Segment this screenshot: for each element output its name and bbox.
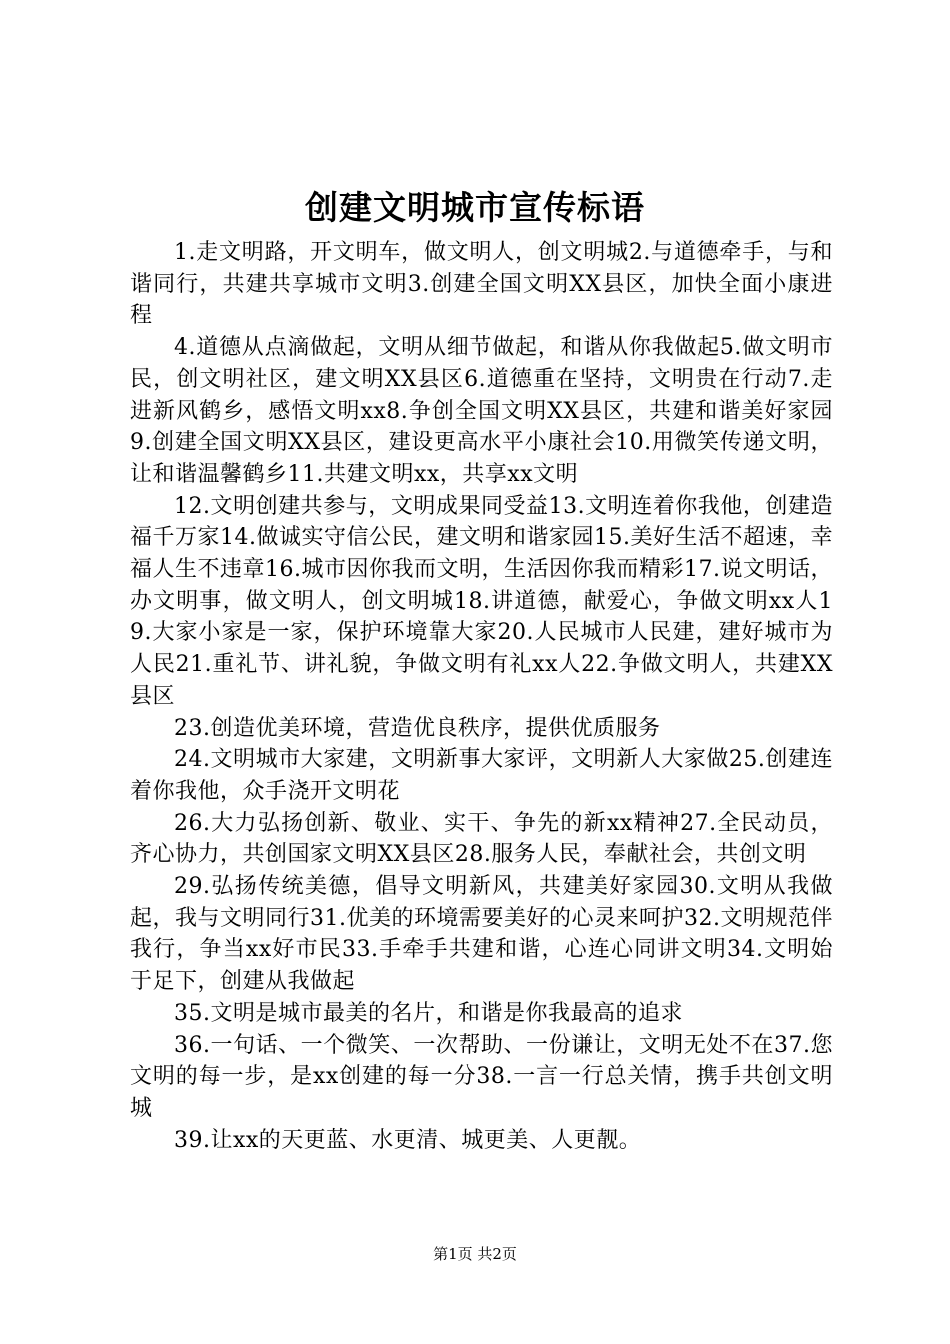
paragraph: 36.一句话、一个微笑、一次帮助、一份谦让，文明无处不在37.您文明的每一步，是xx创建的每一分38.一言一行总关情，携手共创文明城: [130, 1032, 833, 1121]
paragraph: 24.文明城市大家建，文明新事大家评，文明新人大家做25.创建连着你我他，众手浇开文明花: [130, 747, 833, 804]
page-number-footer: 第1页 共2页: [433, 1245, 517, 1263]
paragraph: 12.文明创建共参与，文明成果同受益13.文明连着你我他，创建造福千万家14.做诚实守信公民，建文明和谐家园15.美好生活不超速，幸福人生不违章16.城市因你我而文明，生活因你我而精彩17.说文明话，办文明事，做文明人，创文明城18.讲道德，献爱心，争做文明xx人19.大家小家是一家，保护环境靠大家20.人民城市人民建，建好城市为人民21.重礼节、讲礼貌，争做文明有礼xx人22.争做文明人，共建XX县区: [130, 493, 833, 709]
paragraph: 39.让xx的天更蓝、水更清、城更美、人更靓。: [174, 1127, 642, 1153]
paragraph: 1.走文明路，开文明车，做文明人，创文明城2.与道德牵手，与和谐同行，共建共享城市文明3.创建全国文明XX县区，加快全面小康进程: [130, 240, 833, 329]
paragraph: 26.大力弘扬创新、敬业、实干、争先的新xx精神27.全民动员，齐心协力，共创国家文明XX县区28.服务人民，奉献社会，共创文明: [130, 810, 833, 868]
paragraph: 4.道德从点滴做起，文明从细节做起，和谐从你我做起5.做文明市民，创文明社区，建文明XX县区6.道德重在坚持，文明贵在行动7.走进新风鹤乡，感悟文明xx8.争创全国文明XX县区，共建和谐美好家园9.创建全国文明XX县区，建设更高水平小康社会10.用微笑传递文明，让和谐温馨鹤乡11.共建文明xx，共享xx文明: [130, 335, 833, 487]
document-title: 创建文明城市宣传标语: [305, 188, 645, 227]
paragraph: 35.文明是城市最美的名片，和谐是你我最高的追求: [174, 1000, 683, 1026]
paragraph: 23.创造优美环境，营造优良秩序，提供优质服务: [174, 715, 661, 741]
document-body: [130, 237, 833, 1156]
paragraph: 29.弘扬传统美德，倡导文明新风，共建美好家园30.文明从我做起，我与文明同行31.优美的环境需要美好的心灵来呵护32.文明规范伴我行，争当xx好市民33.手牵手共建和谐，心连心同讲文明34.文明始于足下，创建从我做起: [130, 874, 833, 995]
